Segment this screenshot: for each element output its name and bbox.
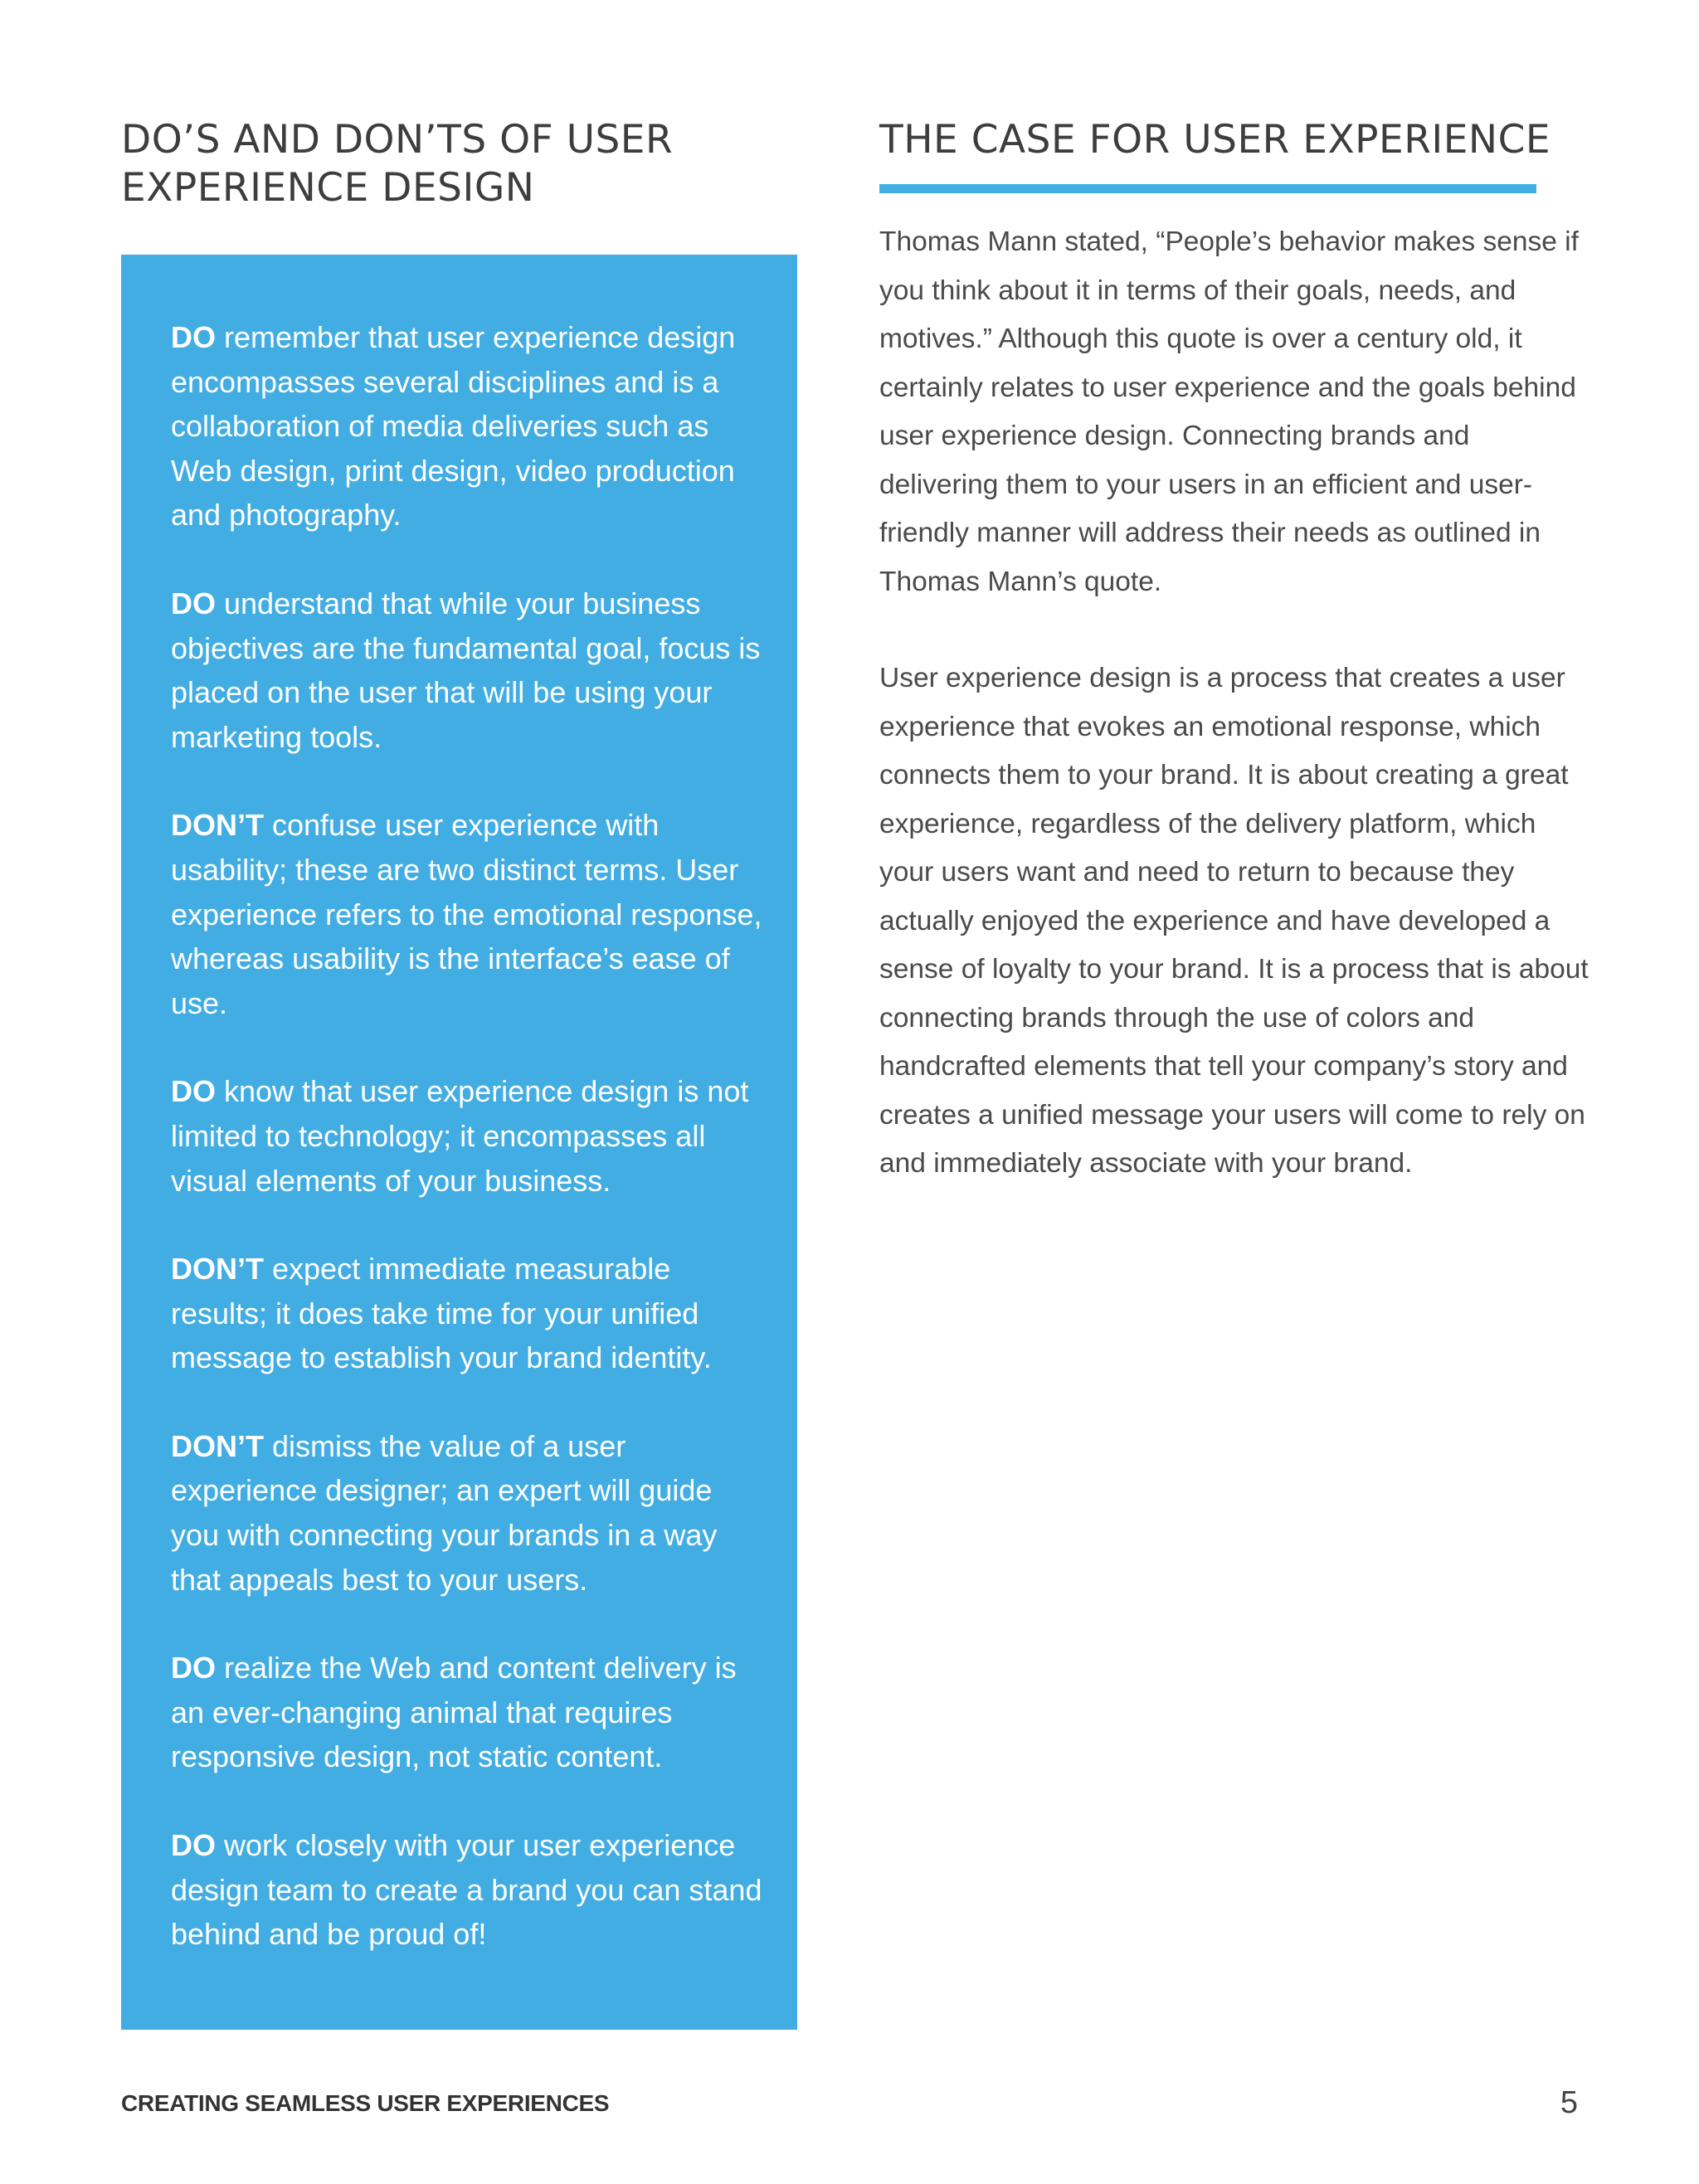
- tip-keyword: DO: [171, 1828, 216, 1863]
- tip-item: [171, 1823, 764, 1957]
- tip-keyword: DON’T: [171, 1428, 264, 1463]
- tip-item: [171, 581, 764, 759]
- body-paragraph: Thomas Mann stated, “People’s behavior makes sense if you think about it in terms of their goals, needs, and motives.” Although this quote is over a century old, it certainly relates to user experience and the goals behind user experience design. Connecting brands and delivering them to your users in an efficient and user-friendly manner will address their needs as outlined in Thomas Mann’s quote.: [879, 226, 1579, 597]
- tip-item: [171, 1424, 764, 1602]
- tip-text: remember that user experience design encompasses several disciplines and is a collaboration of media deliveries such as Web design, print design, video production and photography.: [171, 320, 736, 533]
- heading-underline: [879, 184, 1536, 193]
- tip-keyword: DO: [171, 320, 216, 354]
- tip-keyword: DON’T: [171, 808, 264, 843]
- tip-text: realize the Web and content delivery is an ever-changing animal that requires responsive design, not static content.: [171, 1651, 737, 1774]
- tip-item: [171, 315, 764, 537]
- tip-keyword: DO: [171, 1651, 216, 1685]
- case-for-ux-body: [879, 218, 1593, 1237]
- tip-item: [171, 1069, 764, 1203]
- dos-donts-heading: DO’S AND DON’TS OF USER EXPERIENCE DESIGN: [121, 117, 674, 211]
- tip-text: understand that while your business objectives are the fundamental goal, focus is placed on the user that will be using your marketing tools.: [171, 586, 761, 754]
- tip-text: work closely with your user experience design team to create a brand you can stand behind and be proud of!: [171, 1828, 762, 1952]
- tip-keyword: DO: [171, 586, 216, 620]
- left-column-header: [121, 116, 797, 212]
- tip-text: expect immediate measurable results; it does take time for your unified message to establish your brand identity.: [171, 1252, 712, 1375]
- case-for-ux-heading: THE CASE FOR USER EXPERIENCE: [879, 117, 1551, 163]
- body-paragraph: User experience design is a process that creates a user experience that evokes an emotional response, which connects them to your brand. It is about creating a great experience, regardless of the delivery platform, which your users want and need to return to because they actually enjoyed the experience and have developed a sense of loyalty to your brand. It is a process that is about connecting brands through the use of colors and handcrafted elements that tell your company’s story and creates a unified message your users will come to rely on and immediately associate with your brand.: [879, 663, 1589, 1179]
- footer-title: CREATING SEAMLESS USER EXPERIENCES: [121, 2090, 610, 2116]
- tip-keyword: DON’T: [171, 1252, 264, 1287]
- tip-item: [171, 1646, 764, 1779]
- dos-donts-box: [121, 255, 797, 2030]
- tip-text: dismiss the value of a user experience designer; an expert will guide you with connecting your brands in a way that appeals best to your users.: [171, 1428, 718, 1597]
- tip-item: [171, 803, 764, 1025]
- tip-keyword: DO: [171, 1074, 216, 1109]
- tip-text: know that user experience design is not limited to technology; it encompasses all visual elements of your business.: [171, 1074, 749, 1198]
- right-column: [879, 116, 1593, 1179]
- tip-text: confuse user experience with usability; these are two distinct terms. User experience refers to the emotional response, whereas usability is the interface’s ease of use.: [171, 808, 762, 1020]
- page-number: 5: [1560, 2085, 1578, 2120]
- tip-item: [171, 1247, 764, 1380]
